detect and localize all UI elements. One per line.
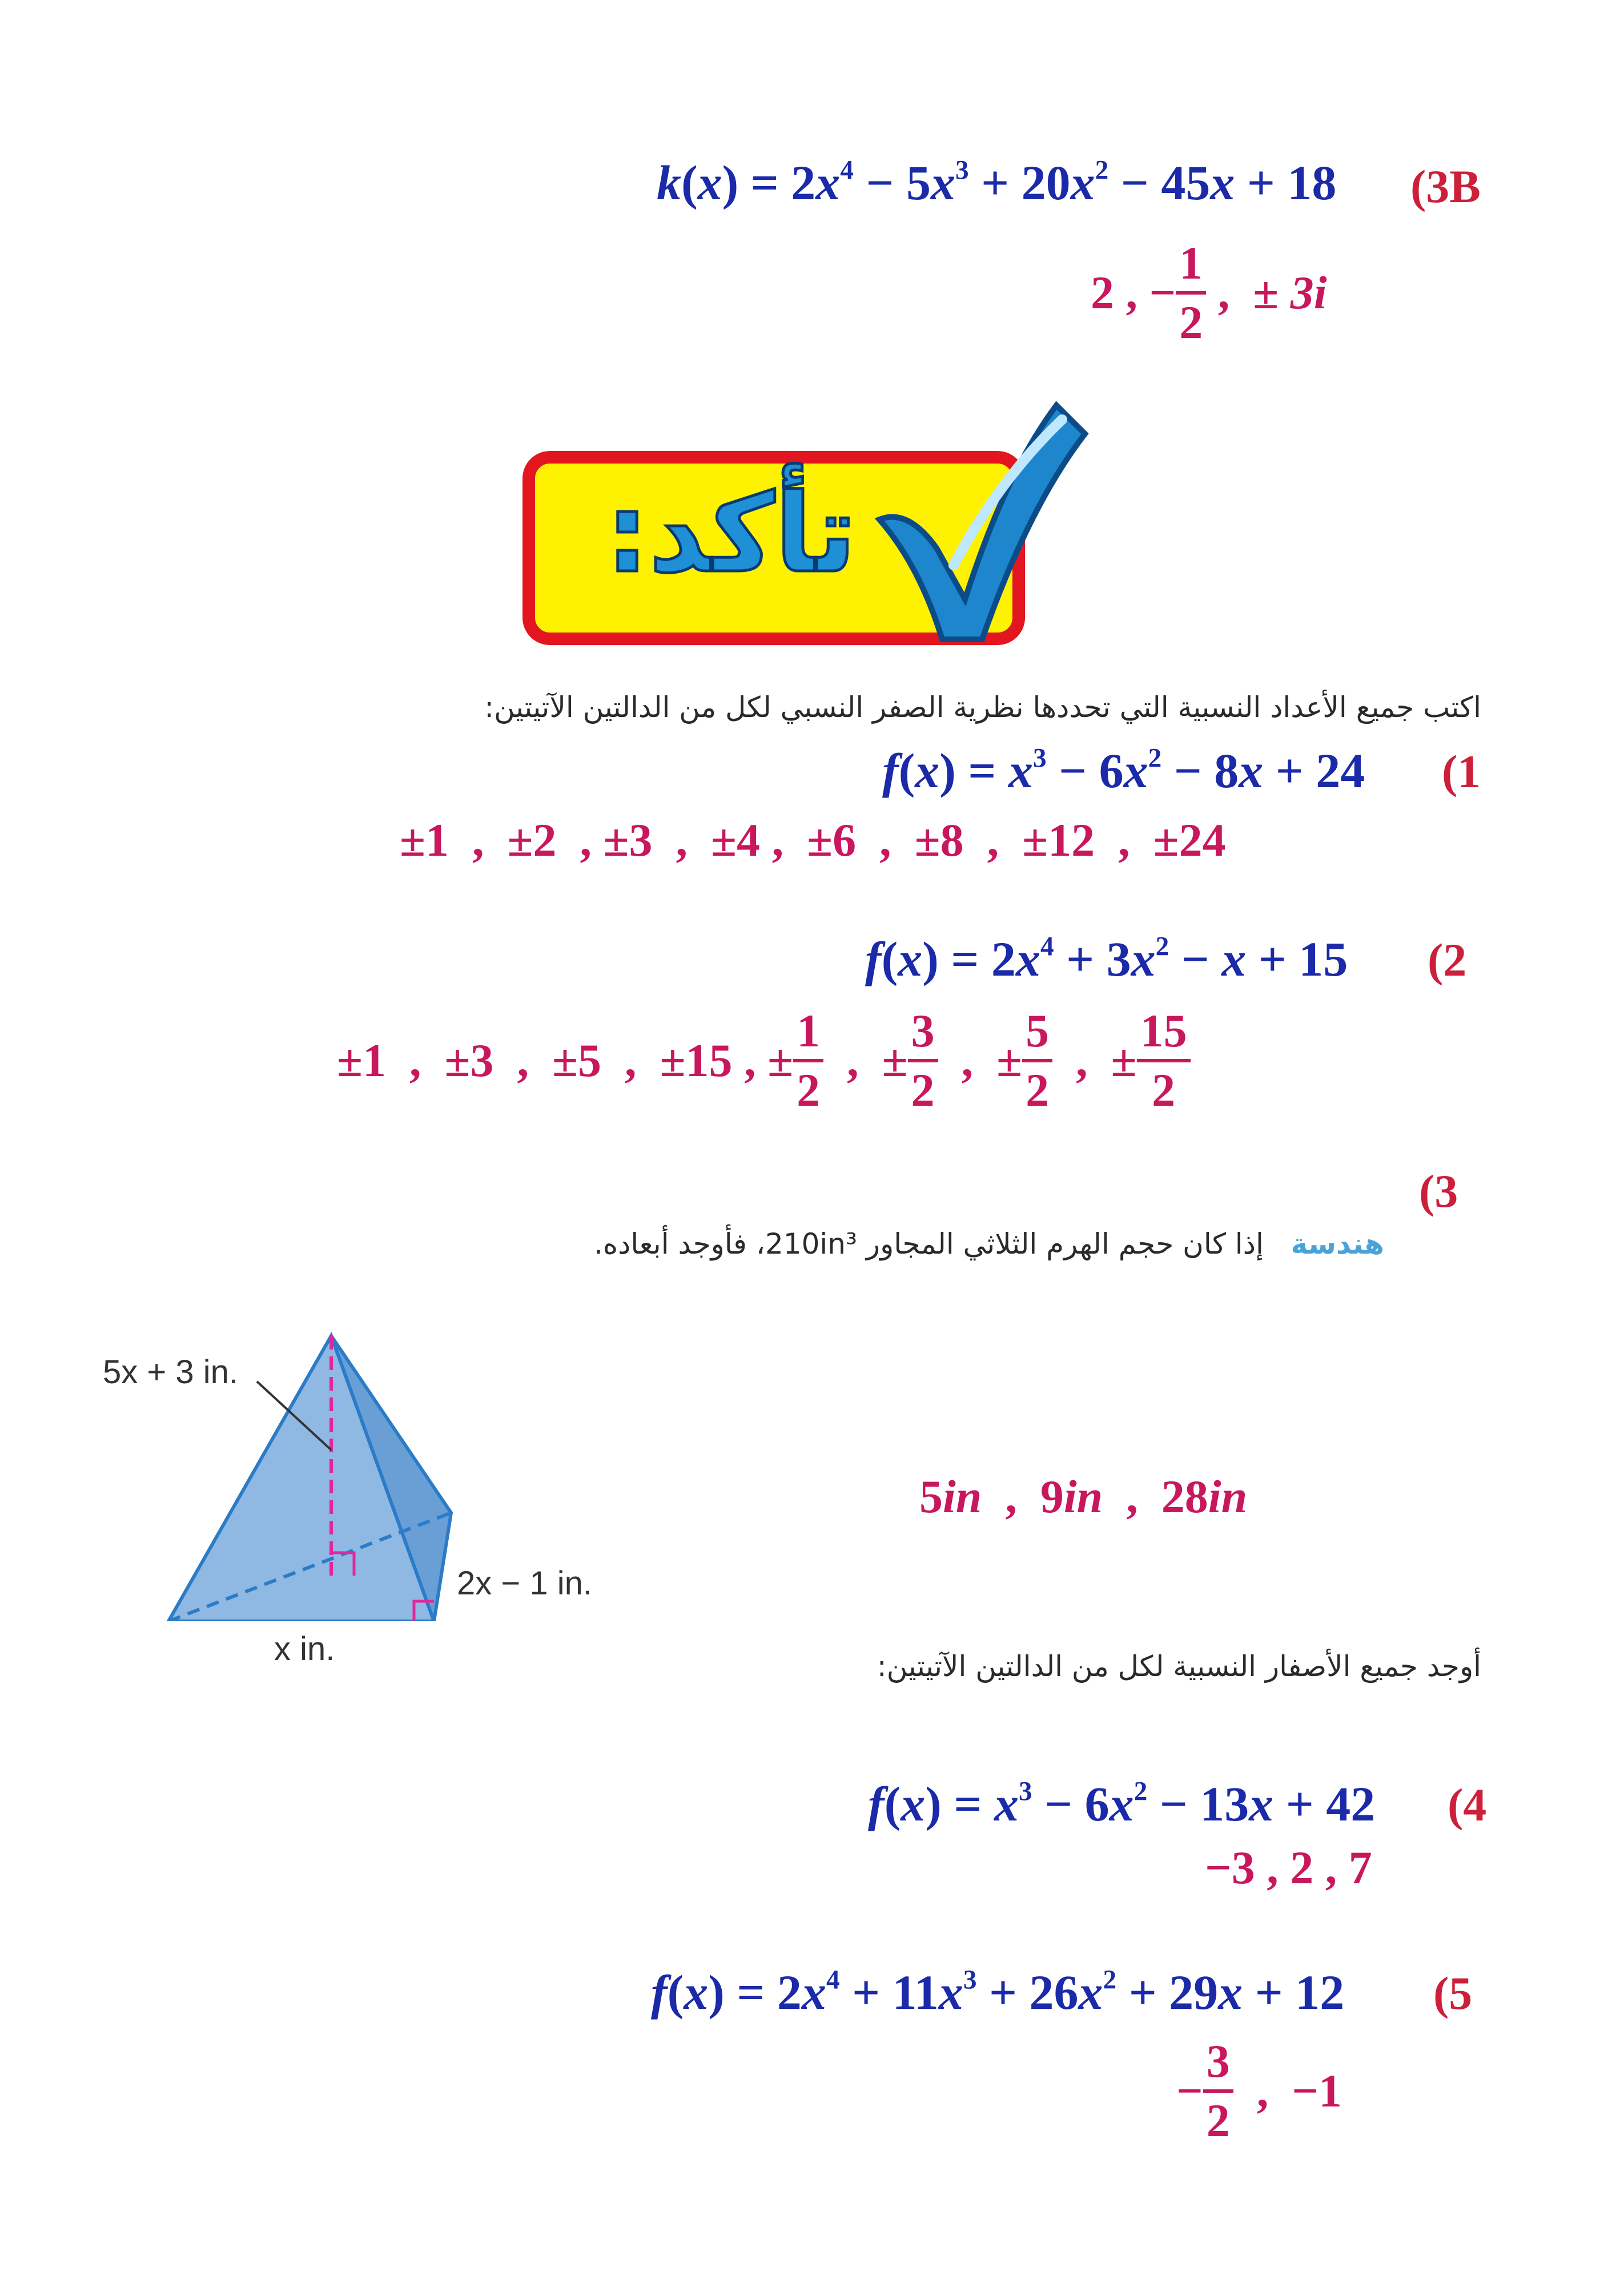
equation-1: $f(x) = x^3 - 6x^2 - 8x + 24$	[882, 743, 1365, 798]
answer-2: ±1 , ±3 , ±5 , ±15 , ± $\frac{1}{2}$ , ± $\frac{3}{2}$ , ± $\frac{5}{2}$ , ± $\frac{15}{2}$	[337, 1008, 1191, 1114]
instruction-find-zeros: أوجد جميع الأصفار النسبية لكل من الدالتين الآتيتين:	[877, 1650, 1481, 1683]
instruction-rational-list: اكتب جميع الأعداد النسبية التي تحددها نظرية الصفر النسبي لكل من الدالتين الآتيتين:	[484, 691, 1481, 724]
answer-3: 5in , 9in , 28in	[919, 1471, 1248, 1522]
instruction-geometry	[594, 1227, 1384, 1260]
problem-label-3b: (3B	[1410, 160, 1481, 212]
fraction: $\frac{5}{2}$	[1022, 1008, 1052, 1114]
fraction: $\frac{3}{2}$	[1203, 2038, 1233, 2144]
problem-label-2: (2	[1428, 934, 1467, 986]
equation-2: $f(x) = 2x^4 + 3x^2 - x + 15$	[865, 932, 1348, 986]
function-name: k	[657, 155, 681, 210]
answer-3b: 2 , − $\frac{1}{2}$ , ± 3i	[1091, 237, 1327, 348]
fraction: $\frac{15}{2}$	[1137, 1008, 1191, 1114]
base-label: x in.	[274, 1630, 335, 1667]
geometry-text: إذا كان حجم الهرم الثلاثي المجاور 210in³، فأوجد أبعاده.	[594, 1227, 1264, 1260]
geometry-tag: هندسة	[1291, 1227, 1384, 1260]
equation-4: $f(x) = x^3 - 6x^2 - 13x + 42$	[868, 1777, 1376, 1831]
equation-5: $f(x) = 2x^4 + 11x^3 + 26x^2 + 29x + 12$	[651, 1965, 1345, 2020]
answer-1: ±1 , ±2 , ±3 , ±4 , ±6 , ±8 , ±12 , ±24	[400, 814, 1226, 866]
banner-title: تأكد:	[605, 470, 857, 597]
problem-label-4: (4	[1448, 1779, 1487, 1831]
problem-label-1: (1	[1442, 746, 1481, 797]
checkmark-icon	[868, 394, 1096, 651]
height-label: 5x + 3 in.	[103, 1354, 238, 1391]
problem-label-5: (5	[1433, 1967, 1473, 2019]
fraction: $\frac{1}{2}$	[793, 1008, 823, 1114]
fraction: $\frac{1}{2}$	[1176, 240, 1206, 346]
answer-4: −3 , 2 , 7	[1205, 1842, 1372, 1894]
equation-3b: $k(x) = 2x^4 - 5x^3 + 20x^2 - 45x + 18$	[657, 155, 1337, 210]
answer-5: − $\frac{3}{2}$ , −1	[1176, 2035, 1342, 2146]
problem-label-3: (3	[1419, 1165, 1458, 1217]
fraction: $\frac{3}{2}$	[908, 1008, 938, 1114]
side-label: 2x − 1 in.	[457, 1565, 592, 1602]
